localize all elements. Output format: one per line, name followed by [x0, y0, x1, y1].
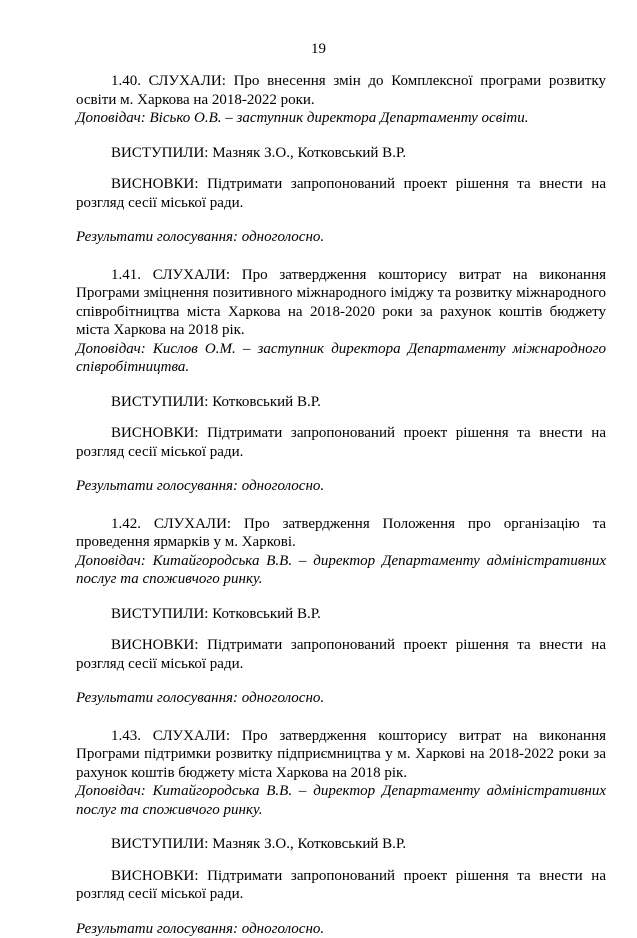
conclusions-paragraph: ВИСНОВКИ: Підтримати запропонований проект рішення та внести на розгляд сесії міської ради. — [76, 175, 606, 212]
heard-paragraph: 1.42. СЛУХАЛИ: Про затвердження Положення про організацію та проведення ярмарків у м. Харкові. — [76, 515, 606, 552]
page-number: 19 — [0, 40, 637, 58]
vote-result: Результати голосування: одноголосно. — [76, 477, 606, 496]
agenda-item — [76, 266, 606, 515]
spoke-paragraph: ВИСТУПИЛИ: Котковський В.Р. — [76, 605, 606, 624]
conclusions-paragraph: ВИСНОВКИ: Підтримати запропонований проект рішення та внести на розгляд сесії міської ради. — [76, 867, 606, 904]
speaker-paragraph: Доповідач: Китайгородська В.В. – директор Департаменту адміністративних послуг та споживчого ринку. — [76, 552, 606, 589]
vote-result: Результати голосування: одноголосно. — [76, 689, 606, 708]
spoke-paragraph: ВИСТУПИЛИ: Мазняк З.О., Котковський В.Р. — [76, 144, 606, 163]
vote-result: Результати голосування: одноголосно. — [76, 920, 606, 938]
heard-paragraph: 1.41. СЛУХАЛИ: Про затвердження кошторису витрат на виконання Програми зміцнення позитивного міжнародного іміджу та розвитку міжнародного співробітництва міста Харкова на 2018-2020 роки за рахунок коштів бюджету міста Харкова на 2018 рік. — [76, 266, 606, 340]
spoke-paragraph: ВИСТУПИЛИ: Котковський В.Р. — [76, 393, 606, 412]
heard-paragraph: 1.43. СЛУХАЛИ: Про затвердження кошторису витрат на виконання Програми підтримки розвитку підприємництва у м. Харкові на 2018-2022 роки за рахунок коштів бюджету міста Харкова на 2018 рік. — [76, 727, 606, 783]
speaker-paragraph: Доповідач: Кислов О.М. – заступник директора Департаменту міжнародного співробітництва. — [76, 340, 606, 377]
agenda-item — [76, 72, 606, 266]
speaker-paragraph: Доповідач: Китайгородська В.В. – директор Департаменту адміністративних послуг та споживчого ринку. — [76, 782, 606, 819]
agenda-item — [76, 515, 606, 727]
speaker-paragraph: Доповідач: Вісько О.В. – заступник директора Департаменту освіти. — [76, 109, 606, 128]
protocol-content — [76, 72, 606, 938]
conclusions-paragraph: ВИСНОВКИ: Підтримати запропонований проект рішення та внести на розгляд сесії міської ради. — [76, 636, 606, 673]
conclusions-paragraph: ВИСНОВКИ: Підтримати запропонований проект рішення та внести на розгляд сесії міської ради. — [76, 424, 606, 461]
spoke-paragraph: ВИСТУПИЛИ: Мазняк З.О., Котковський В.Р. — [76, 835, 606, 854]
agenda-item — [76, 727, 606, 938]
heard-paragraph: 1.40. СЛУХАЛИ: Про внесення змін до Комплексної програми розвитку освіти м. Харкова на 2018-2022 роки. — [76, 72, 606, 109]
vote-result: Результати голосування: одноголосно. — [76, 228, 606, 247]
